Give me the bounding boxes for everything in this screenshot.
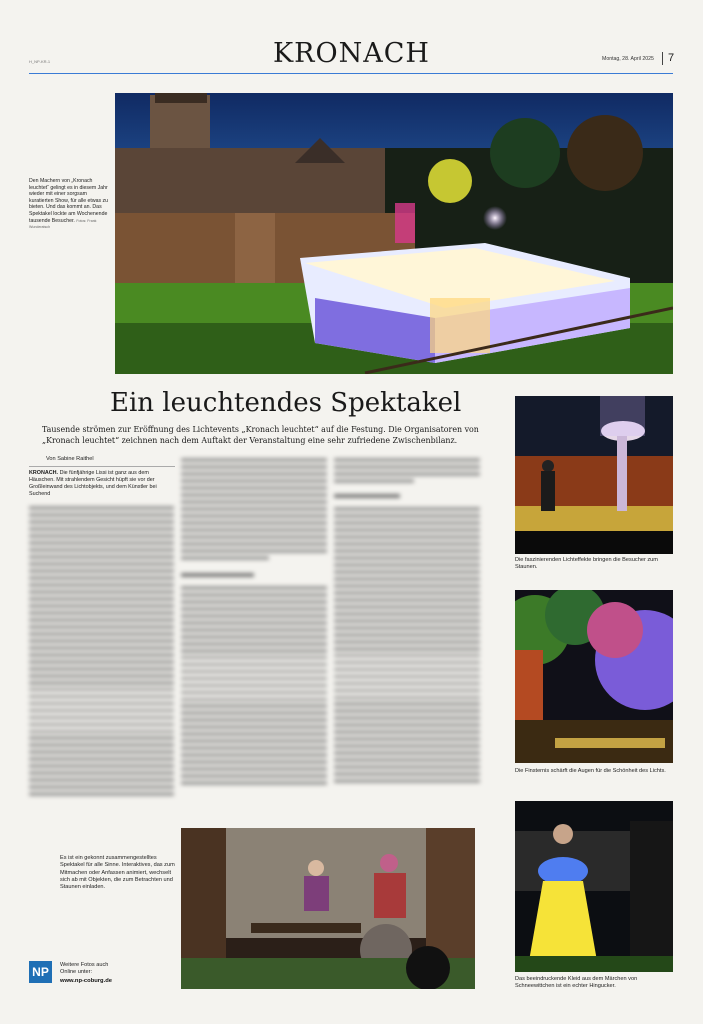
right-photo-2-caption: Die Finsternis schärft die Augen für die Schönheit des Lichts. <box>515 768 666 774</box>
article-column-1 <box>29 506 174 818</box>
article-column-3 <box>334 458 480 818</box>
more-photos-text: Weitere Fotos auch Online unter: <box>60 962 109 975</box>
right-photo-1-caption: Die faszinierenden Lichteffekte bringen die Besucher zum Staunen. <box>515 557 658 571</box>
website-link[interactable]: www.np-coburg.de <box>60 978 112 984</box>
photo-illuminated-trees <box>515 590 673 763</box>
header-divider-vertical <box>662 52 663 65</box>
header-rule <box>29 73 673 74</box>
article-subhead: Tausende strömen zur Eröffnung des Lichtevents „Kronach leuchtet“ auf die Festung. Die Organisatoren von „Kronach leuchtet“ zeichnen nach dem Auftakt der Veranstaltung eine sehr zufriedene Zwischenbilanz. <box>42 425 479 445</box>
photo-workshop-scene <box>181 828 475 989</box>
page-number: 7 <box>668 52 675 64</box>
right-photo-3-caption: Das beeindruckende Kleid aus dem Märchen von Schneewittchen ist ein echter Hingucker. <box>515 976 638 990</box>
article-column-2 <box>181 458 327 818</box>
photo-credit: Fotos: Frank Wunderatsch <box>29 218 97 230</box>
article-lead-paragraph <box>29 470 174 498</box>
bottom-photo-caption: Es ist ein gekonnt zusammengestelltes Spektakel für alle Sinne. Interaktives, das zum Mitmachen oder Anfassen animiert, wechselt sich ab mit Objekten, die zum Betrachten und Staunen einladen. <box>60 855 175 891</box>
photo-mushroom-light-object <box>515 396 673 554</box>
lead-photo-caption-text: Den Machern von „Kronach leuchtet“ gelingt es in diesem Jahr wieder mit einer sorgsam kuratierten Show, für alle etwas zu bieten. Und das kommt an. Das Spektakel lockte am Wochenende tausende Besucher. <box>29 178 109 224</box>
lead-photo-caption <box>29 178 111 231</box>
lead-photo-fortress-maze <box>115 93 673 374</box>
np-logo <box>29 961 52 983</box>
article-headline: Ein leuchtendes Spektakel <box>110 388 462 418</box>
byline-rule <box>29 466 175 467</box>
section-title: KRONACH <box>273 38 430 69</box>
issue-date: Montag, 28. April 2025 <box>602 56 654 62</box>
dateline: KRONACH. <box>29 470 59 476</box>
photo-snow-white-dress <box>515 801 673 972</box>
article-lead-text: Die fünfjährige Lissi ist ganz aus dem Häuschen. Mit strahlendem Gesicht hüpft sie vor der Großleinwand des Lichtobjekts, und dem Künstler bei Suchend <box>29 470 157 498</box>
edition-code: H_NP-KR-1 <box>29 59 51 64</box>
np-logo-text: NP <box>32 965 49 979</box>
article-byline: Von Sabine Raithel <box>46 456 94 462</box>
